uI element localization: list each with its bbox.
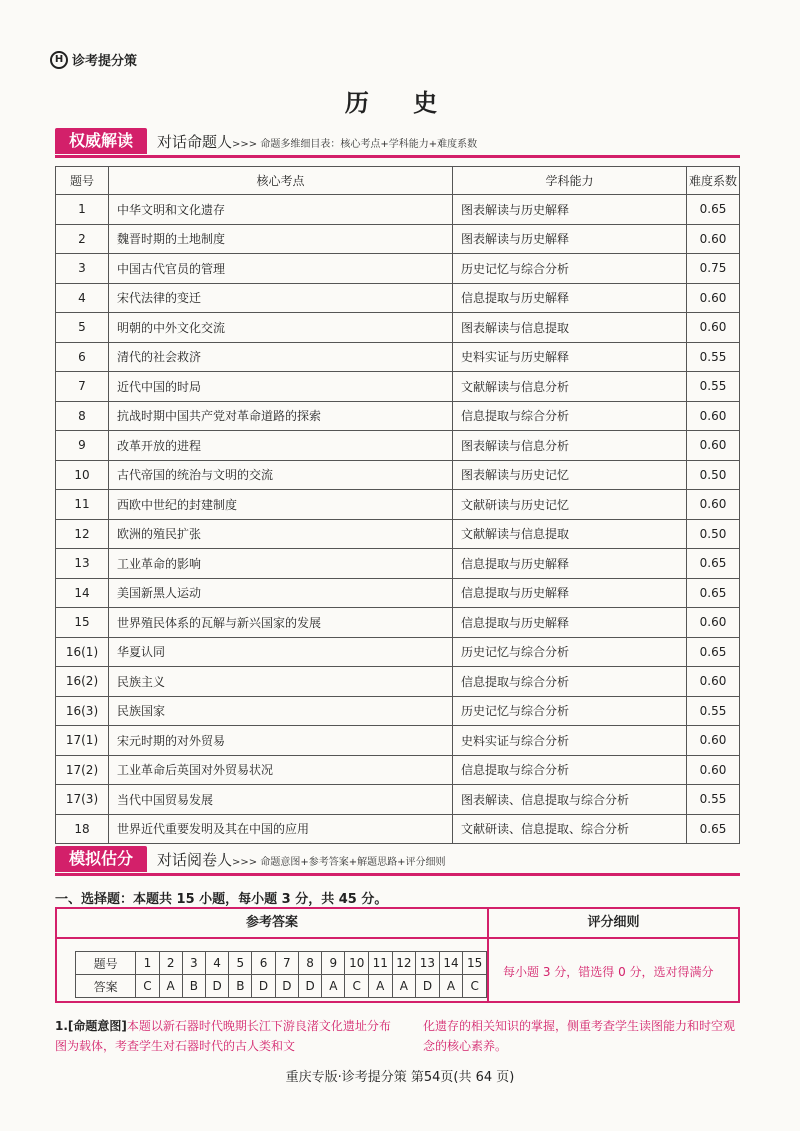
cell-difficulty: 0.60: [687, 667, 740, 697]
table-row: [56, 755, 740, 785]
table-row: [56, 608, 740, 638]
cell-difficulty: 0.55: [687, 696, 740, 726]
table-row: [56, 224, 740, 254]
cell-difficulty: 0.60: [687, 313, 740, 343]
cell-ability: 信息提取与综合分析: [453, 667, 687, 697]
q1-tag: [命题意图]: [67, 1019, 127, 1033]
q1-number: 1.: [55, 1019, 68, 1033]
cell-core: 近代中国的时局: [109, 372, 453, 402]
section-authority: [55, 127, 740, 158]
table-row: [56, 637, 740, 667]
cell-core: 华夏认同: [109, 637, 453, 667]
answer-cell: A: [369, 975, 393, 998]
table-row: [56, 372, 740, 402]
brand-name: 诊考提分策: [72, 54, 138, 69]
reference-answers: [57, 909, 489, 1001]
table-row: [56, 726, 740, 756]
table-row: [56, 519, 740, 549]
question-number-cell: 12: [392, 952, 416, 975]
section-badge: 权威解读: [55, 128, 147, 154]
cell-ability: 信息提取与历史解释: [453, 549, 687, 579]
cell-core: 民族国家: [109, 696, 453, 726]
cell-core: 西欧中世纪的封建制度: [109, 490, 453, 520]
cell-difficulty: 0.60: [687, 283, 740, 313]
cell-core: 宋代法律的变迁: [109, 283, 453, 313]
question-number-cell: 5: [229, 952, 252, 975]
section-desc: >>> 命题多维细目表：核心考点+学科能力+难度系数: [232, 138, 478, 150]
answer-cell: A: [439, 975, 463, 998]
answer-cell: D: [416, 975, 440, 998]
cell-difficulty: 0.65: [687, 195, 740, 225]
cell-difficulty: 0.65: [687, 637, 740, 667]
mcq-heading: 一、选择题：本题共 15 小题，每小题 3 分，共 45 分。: [55, 892, 388, 907]
cell-difficulty: 0.60: [687, 224, 740, 254]
cell-no: 10: [56, 460, 109, 490]
cell-no: 3: [56, 254, 109, 284]
cell-ability: 历史记忆与综合分析: [453, 637, 687, 667]
ref-header: 参考答案: [57, 909, 487, 939]
cell-difficulty: 0.60: [687, 431, 740, 461]
cell-ability: 图表解读与历史解释: [453, 195, 687, 225]
cell-difficulty: 0.55: [687, 785, 740, 815]
question-number-cell: 15: [463, 952, 487, 975]
section-simulation: [55, 845, 740, 876]
scoring-rule: 每小题 3 分，错选得 0 分，选对得满分: [503, 965, 714, 979]
table-row: [56, 195, 740, 225]
cell-ability: 史料实证与综合分析: [453, 726, 687, 756]
question-number-cell: 8: [298, 952, 321, 975]
table-row: [56, 785, 740, 815]
cell-core: 世界殖民体系的瓦解与新兴国家的发展: [109, 608, 453, 638]
question-number-cell: 14: [439, 952, 463, 975]
cell-core: 改革开放的进程: [109, 431, 453, 461]
cell-no: 1: [56, 195, 109, 225]
cell-core: 中华文明和文化遗存: [109, 195, 453, 225]
table-row: [56, 696, 740, 726]
cell-difficulty: 0.60: [687, 755, 740, 785]
cell-ability: 图表解读、信息提取与综合分析: [453, 785, 687, 815]
cell-core: 民族主义: [109, 667, 453, 697]
cell-difficulty: 0.50: [687, 460, 740, 490]
header-difficulty: 难度系数: [687, 167, 740, 195]
cell-core: 古代帝国的统治与文明的交流: [109, 460, 453, 490]
answer-cell: B: [229, 975, 252, 998]
answer-cell: C: [136, 975, 159, 998]
score-header: 评分细则: [489, 909, 738, 939]
question-number-cell: 3: [182, 952, 205, 975]
cell-no: 8: [56, 401, 109, 431]
table-row: [56, 578, 740, 608]
q1-right-text: 化遗存的相关知识的掌握，侧重考查学生读图能力和时空观念的核心素养。: [423, 1019, 736, 1053]
table-row: [56, 313, 740, 343]
answer-cell: D: [275, 975, 298, 998]
cell-no: 13: [56, 549, 109, 579]
row-label: 答案: [76, 975, 136, 998]
cell-difficulty: 0.60: [687, 490, 740, 520]
q1-left-text: 本题以新石器时代晚期长江下游良渚文化遗址分布图为载体，考查学生对石器时代的古人类和文: [55, 1019, 391, 1053]
cell-ability: 信息提取与历史解释: [453, 578, 687, 608]
cell-ability: 信息提取与综合分析: [453, 401, 687, 431]
cell-no: 5: [56, 313, 109, 343]
header-ability: 学科能力: [453, 167, 687, 195]
table-row: [56, 549, 740, 579]
cell-core: 抗战时期中国共产党对革命道路的探索: [109, 401, 453, 431]
cell-no: 17(1): [56, 726, 109, 756]
cell-ability: 文献研读与历史记忆: [453, 490, 687, 520]
cell-no: 16(2): [56, 667, 109, 697]
page-title: 历 史: [344, 89, 456, 117]
cell-no: 6: [56, 342, 109, 372]
table-row: [56, 490, 740, 520]
cell-core: 世界近代重要发明及其在中国的应用: [109, 814, 453, 844]
question-number-cell: 10: [345, 952, 369, 975]
cell-difficulty: 0.60: [687, 608, 740, 638]
cell-core: 宋元时期的对外贸易: [109, 726, 453, 756]
cell-no: 4: [56, 283, 109, 313]
section-desc: >>> 命题意图+参考答案+解题思路+评分细则: [232, 856, 446, 868]
table-row: [56, 814, 740, 844]
cell-ability: 图表解读与历史解释: [453, 224, 687, 254]
cell-no: 2: [56, 224, 109, 254]
cell-core: 工业革命的影响: [109, 549, 453, 579]
cell-no: 16(1): [56, 637, 109, 667]
cell-no: 15: [56, 608, 109, 638]
section-subtitle: [157, 131, 477, 152]
q1-left-column: [55, 1016, 400, 1056]
cell-no: 17(3): [56, 785, 109, 815]
cell-no: 11: [56, 490, 109, 520]
answer-cell: D: [298, 975, 321, 998]
cell-difficulty: 0.55: [687, 372, 740, 402]
question-number-cell: 13: [416, 952, 440, 975]
table-row: [56, 460, 740, 490]
cell-ability: 信息提取与历史解释: [453, 283, 687, 313]
cell-core: 中国古代官员的管理: [109, 254, 453, 284]
answer-box: [55, 907, 740, 1003]
answer-cell: D: [205, 975, 228, 998]
table-row: [56, 667, 740, 697]
answer-cell: C: [463, 975, 487, 998]
question-number-cell: 1: [136, 952, 159, 975]
cell-ability: 文献解读与信息提取: [453, 519, 687, 549]
section-title: 对话命题人: [157, 132, 233, 151]
answer-row-answers: [76, 975, 487, 998]
cell-core: 魏晋时期的土地制度: [109, 224, 453, 254]
answer-cell: A: [392, 975, 416, 998]
cell-ability: 图表解读与信息分析: [453, 431, 687, 461]
question-number-cell: 7: [275, 952, 298, 975]
cell-difficulty: 0.75: [687, 254, 740, 284]
table-row: [56, 431, 740, 461]
cell-difficulty: 0.65: [687, 549, 740, 579]
cell-no: 12: [56, 519, 109, 549]
answer-cell: A: [322, 975, 345, 998]
answer-cell: C: [345, 975, 369, 998]
answer-row-numbers: [76, 952, 487, 975]
cell-difficulty: 0.50: [687, 519, 740, 549]
cell-difficulty: 0.65: [687, 578, 740, 608]
table-row: [56, 342, 740, 372]
cell-ability: 图表解读与历史记忆: [453, 460, 687, 490]
question-number-cell: 6: [252, 952, 275, 975]
cell-no: 9: [56, 431, 109, 461]
section-badge: 模拟估分: [55, 846, 147, 872]
cell-no: 7: [56, 372, 109, 402]
cell-difficulty: 0.60: [687, 726, 740, 756]
cell-ability: 史料实证与历史解释: [453, 342, 687, 372]
cell-core: 明朝的中外文化交流: [109, 313, 453, 343]
cell-no: 17(2): [56, 755, 109, 785]
section-title: 对话阅卷人: [157, 850, 233, 869]
scoring-section: [489, 909, 738, 1001]
header-core: 核心考点: [109, 167, 453, 195]
header-no: 题号: [56, 167, 109, 195]
cell-difficulty: 0.60: [687, 401, 740, 431]
cell-difficulty: 0.65: [687, 814, 740, 844]
cell-difficulty: 0.55: [687, 342, 740, 372]
answer-cell: D: [252, 975, 275, 998]
cell-ability: 历史记忆与综合分析: [453, 254, 687, 284]
cell-core: 美国新黑人运动: [109, 578, 453, 608]
cell-ability: 文献解读与信息分析: [453, 372, 687, 402]
cell-no: 18: [56, 814, 109, 844]
cell-no: 16(3): [56, 696, 109, 726]
section-subtitle: [157, 849, 445, 870]
cell-ability: 信息提取与历史解释: [453, 608, 687, 638]
question-number-cell: 2: [159, 952, 182, 975]
table-row: [56, 401, 740, 431]
spec-table: [55, 166, 740, 844]
brand-logo-icon: H: [50, 51, 68, 69]
answer-table: [75, 951, 487, 998]
answer-cell: B: [182, 975, 205, 998]
cell-ability: 信息提取与综合分析: [453, 755, 687, 785]
cell-core: 欧洲的殖民扩张: [109, 519, 453, 549]
row-label: 题号: [76, 952, 136, 975]
question-number-cell: 9: [322, 952, 345, 975]
question-number-cell: 4: [205, 952, 228, 975]
cell-ability: 文献研读、信息提取、综合分析: [453, 814, 687, 844]
brand: [50, 50, 137, 69]
table-row: [56, 254, 740, 284]
answer-cell: A: [159, 975, 182, 998]
cell-core: 当代中国贸易发展: [109, 785, 453, 815]
table-row: [56, 283, 740, 313]
page-footer: 重庆专版·诊考提分策 第54页(共 64 页): [285, 1070, 515, 1085]
spec-table-header: [56, 167, 740, 195]
cell-core: 清代的社会救济: [109, 342, 453, 372]
cell-no: 14: [56, 578, 109, 608]
cell-core: 工业革命后英国对外贸易状况: [109, 755, 453, 785]
question-number-cell: 11: [369, 952, 393, 975]
cell-ability: 图表解读与信息提取: [453, 313, 687, 343]
cell-ability: 历史记忆与综合分析: [453, 696, 687, 726]
